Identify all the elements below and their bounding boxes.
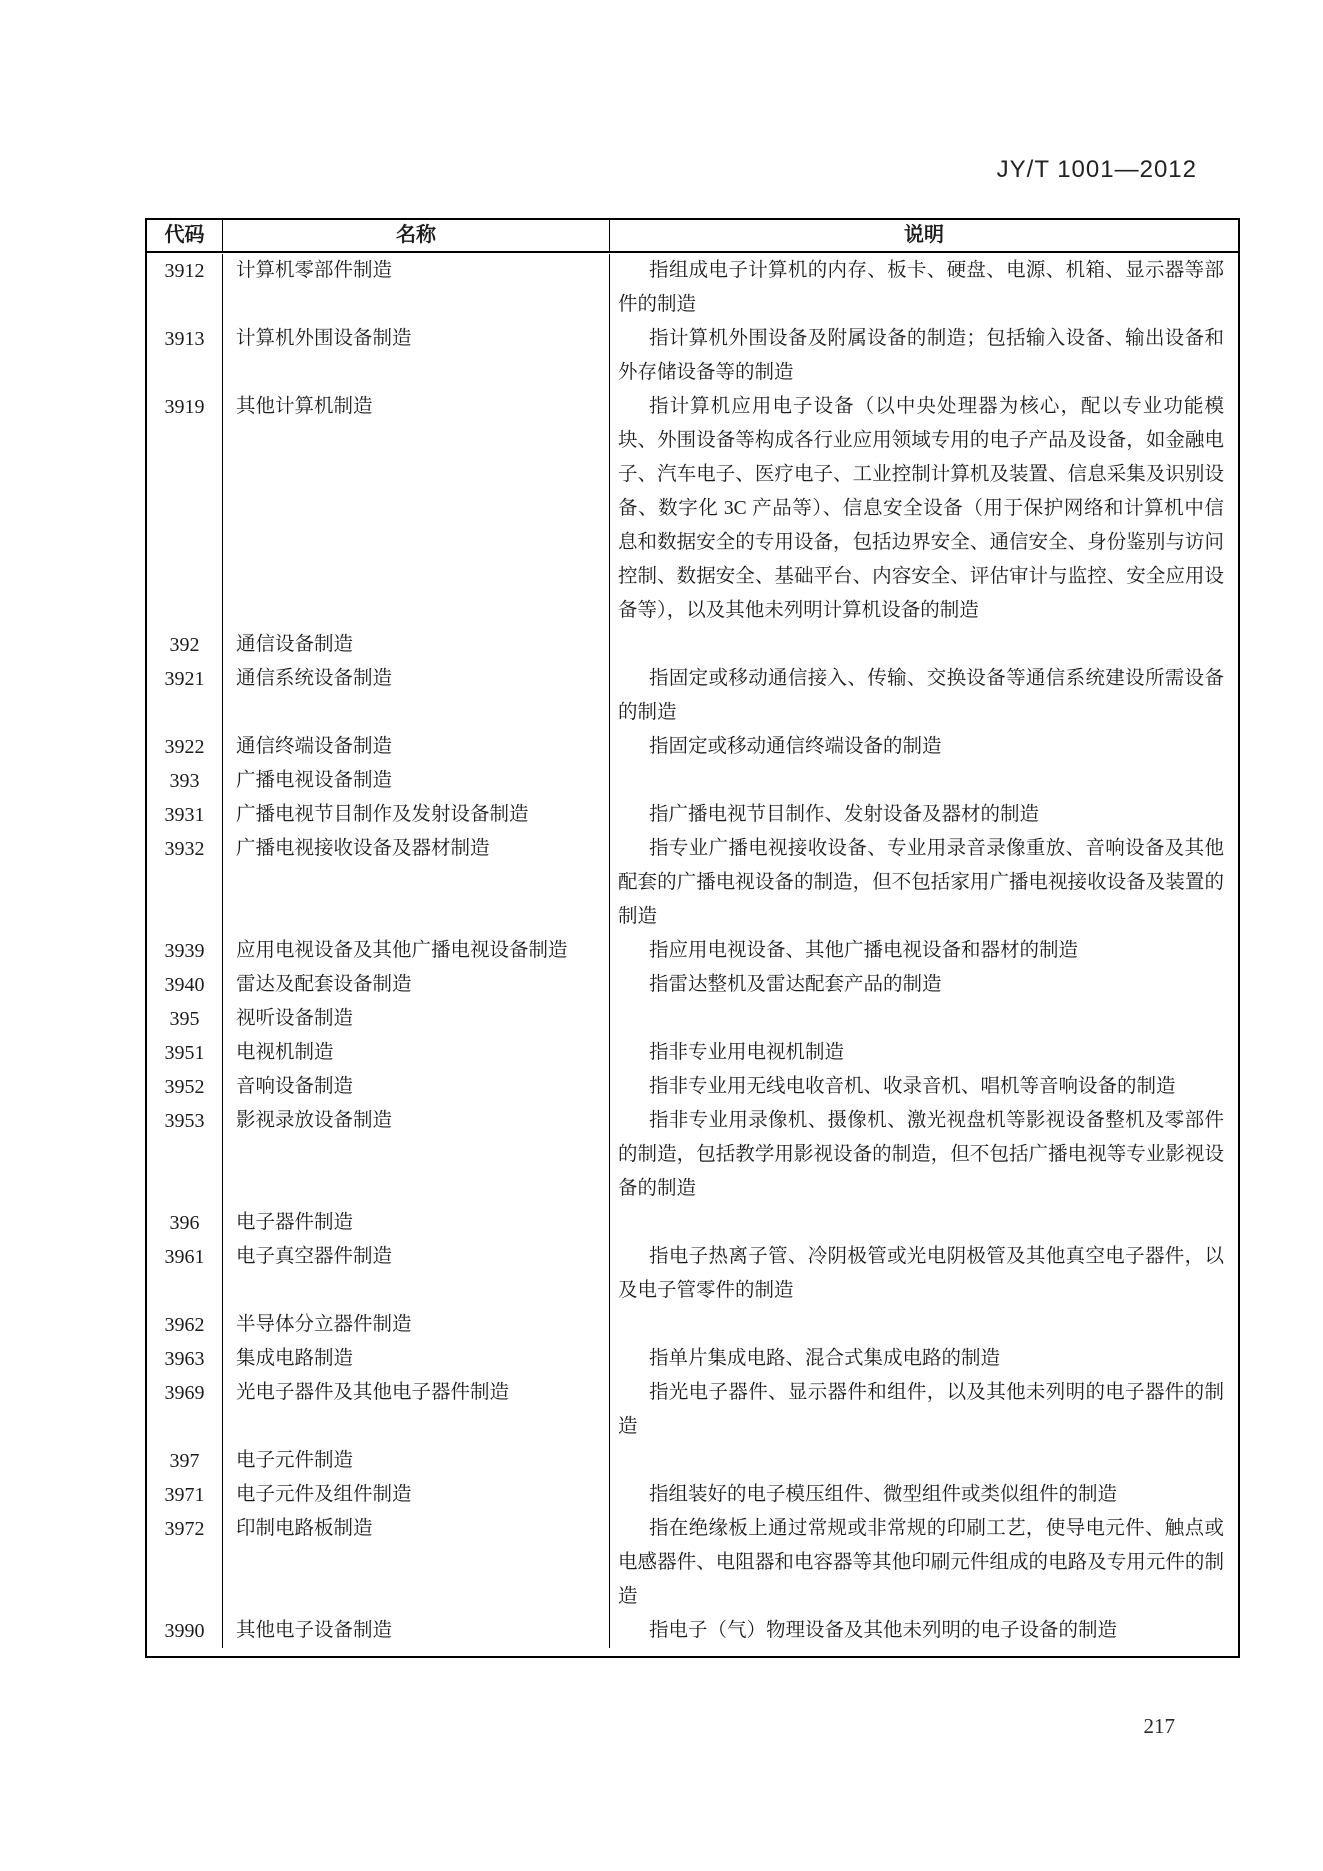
code-cell: 3952 — [164, 1076, 205, 1098]
name-cell: 电视机制造 — [222, 1036, 610, 1070]
code-cell: 3951 — [164, 1042, 205, 1064]
table-row — [147, 390, 1238, 628]
name-cell: 其他计算机制造 — [222, 390, 610, 628]
code-cell: 397 — [169, 1450, 200, 1472]
table-row — [147, 1478, 1238, 1512]
name-cell: 半导体分立器件制造 — [222, 1308, 610, 1342]
name-cell: 计算机零部件制造 — [222, 254, 610, 322]
name-cell: 电子器件制造 — [222, 1206, 610, 1240]
description-cell: 指应用电视设备、其他广播电视设备和器材的制造 — [649, 940, 1079, 961]
name-cell: 广播电视接收设备及器材制造 — [222, 832, 610, 934]
description-cell: 指雷达整机及雷达配套产品的制造 — [649, 974, 942, 995]
code-cell: 3912 — [164, 260, 205, 282]
code-cell: 3922 — [164, 736, 205, 758]
name-cell: 计算机外围设备制造 — [222, 322, 610, 390]
code-cell: 3961 — [164, 1246, 205, 1268]
code-cell: 3972 — [164, 1518, 205, 1540]
description-cell: 指单片集成电路、混合式集成电路的制造 — [649, 1348, 1001, 1369]
code-cell: 3931 — [164, 804, 205, 826]
code-cell: 3939 — [164, 940, 205, 962]
name-cell: 其他电子设备制造 — [222, 1614, 610, 1648]
code-cell: 392 — [169, 634, 200, 656]
description-cell: 指光电子器件、显示器件和组件，以及其他未列明的电子器件的制造 — [618, 1382, 1224, 1437]
description-cell: 指非专业用录像机、摄像机、激光视盘机等影视设备整机及零部件的制造，包括教学用影视设备的制造，但不包括广播电视等专业影视设备的制造 — [618, 1110, 1224, 1199]
table-row — [147, 1206, 1238, 1240]
description-cell: 指固定或移动通信终端设备的制造 — [649, 736, 942, 757]
table-row — [147, 1376, 1238, 1444]
code-cell: 3953 — [164, 1110, 205, 1132]
code-cell: 396 — [169, 1212, 200, 1234]
table-row — [147, 1614, 1238, 1648]
standard-code-header: JY/T 1001—2012 — [996, 156, 1197, 183]
name-cell: 通信终端设备制造 — [222, 730, 610, 764]
table-header-row — [147, 220, 1238, 253]
table-row — [147, 1308, 1238, 1342]
classification-table — [145, 218, 1240, 1658]
code-cell: 3932 — [164, 838, 205, 860]
code-cell: 3940 — [164, 974, 205, 996]
name-cell: 通信设备制造 — [222, 628, 610, 662]
table-row — [147, 1240, 1238, 1308]
code-cell: 393 — [169, 770, 200, 792]
description-cell — [610, 1002, 1238, 1036]
name-cell: 集成电路制造 — [222, 1342, 610, 1376]
code-cell: 3913 — [164, 328, 205, 350]
header-cell-code: 代码 — [164, 224, 205, 246]
name-cell: 音响设备制造 — [222, 1070, 610, 1104]
table-row — [147, 934, 1238, 968]
table-row — [147, 1342, 1238, 1376]
table-row — [147, 628, 1238, 662]
description-cell: 指组成电子计算机的内存、板卡、硬盘、电源、机箱、显示器等部件的制造 — [618, 260, 1224, 315]
table-row — [147, 798, 1238, 832]
name-cell: 视听设备制造 — [222, 1002, 610, 1036]
description-cell — [610, 764, 1238, 798]
description-cell: 指在绝缘板上通过常规或非常规的印刷工艺，使导电元件、触点或电感器件、电阻器和电容器等其他印刷元件组成的电路及专用元件的制造 — [618, 1518, 1224, 1607]
code-cell: 3971 — [164, 1484, 205, 1506]
table-row — [147, 662, 1238, 730]
description-cell: 指电子热离子管、冷阴极管或光电阴极管及其他真空电子器件，以及电子管零件的制造 — [618, 1246, 1224, 1301]
description-cell: 指组装好的电子模压组件、微型组件或类似组件的制造 — [649, 1484, 1118, 1505]
header-cell-description: 说明 — [904, 224, 944, 246]
page-number: 217 — [1143, 1714, 1175, 1738]
table-row — [147, 1512, 1238, 1614]
description-cell: 指广播电视节目制作、发射设备及器材的制造 — [649, 804, 1040, 825]
description-cell: 指计算机外围设备及附属设备的制造；包括输入设备、输出设备和外存储设备等的制造 — [618, 328, 1224, 383]
name-cell: 电子元件及组件制造 — [222, 1478, 610, 1512]
header-cell-name: 名称 — [222, 220, 610, 251]
table-row — [147, 1104, 1238, 1206]
description-cell: 指非专业用无线电收音机、收录音机、唱机等音响设备的制造 — [649, 1076, 1176, 1097]
name-cell: 应用电视设备及其他广播电视设备制造 — [222, 934, 610, 968]
name-cell: 影视录放设备制造 — [222, 1104, 610, 1206]
code-cell: 395 — [169, 1008, 200, 1030]
table-row — [147, 730, 1238, 764]
name-cell: 广播电视节目制作及发射设备制造 — [222, 798, 610, 832]
table-row — [147, 1002, 1238, 1036]
code-cell: 3963 — [164, 1348, 205, 1370]
description-cell — [610, 1308, 1238, 1342]
name-cell: 通信系统设备制造 — [222, 662, 610, 730]
table-row — [147, 322, 1238, 390]
name-cell: 电子元件制造 — [222, 1444, 610, 1478]
description-cell — [610, 1444, 1238, 1478]
name-cell: 雷达及配套设备制造 — [222, 968, 610, 1002]
table-row — [147, 1036, 1238, 1070]
table-row — [147, 764, 1238, 798]
code-cell: 3962 — [164, 1314, 205, 1336]
name-cell: 印制电路板制造 — [222, 1512, 610, 1614]
name-cell: 广播电视设备制造 — [222, 764, 610, 798]
name-cell: 电子真空器件制造 — [222, 1240, 610, 1308]
table-row — [147, 1070, 1238, 1104]
description-cell: 指固定或移动通信接入、传输、交换设备等通信系统建设所需设备的制造 — [618, 668, 1224, 723]
description-cell — [610, 1206, 1238, 1240]
table-row — [147, 968, 1238, 1002]
description-cell: 指专业广播电视接收设备、专业用录音录像重放、音响设备及其他配套的广播电视设备的制造，但不包括家用广播电视接收设备及装置的制造 — [618, 838, 1224, 927]
table-row — [147, 254, 1238, 322]
description-cell — [610, 628, 1238, 662]
code-cell: 3969 — [164, 1382, 205, 1404]
code-cell: 3921 — [164, 668, 205, 690]
table-body — [147, 253, 1238, 1656]
name-cell: 光电子器件及其他电子器件制造 — [222, 1376, 610, 1444]
description-cell: 指计算机应用电子设备（以中央处理器为核心，配以专业功能模块、外围设备等构成各行业应用领域专用的电子产品及设备，如金融电子、汽车电子、医疗电子、工业控制计算机及装置、信息采集及识别设备、数字化 3C 产品等）、信息安全设备（用于保护网络和计算机中信息和数据安全的专用设备，包括边界安全、通信安全、身份鉴别与访问控制、数据安全、基础平台、内容安全、评估审计与监控、安全应用设备等），以及其他未列明计算机设备的制造 — [618, 396, 1224, 621]
table-row — [147, 1444, 1238, 1478]
description-cell: 指非专业用电视机制造 — [649, 1042, 845, 1063]
table-row — [147, 832, 1238, 934]
code-cell: 3990 — [164, 1620, 205, 1642]
code-cell: 3919 — [164, 396, 205, 418]
description-cell: 指电子（气）物理设备及其他未列明的电子设备的制造 — [649, 1620, 1118, 1641]
